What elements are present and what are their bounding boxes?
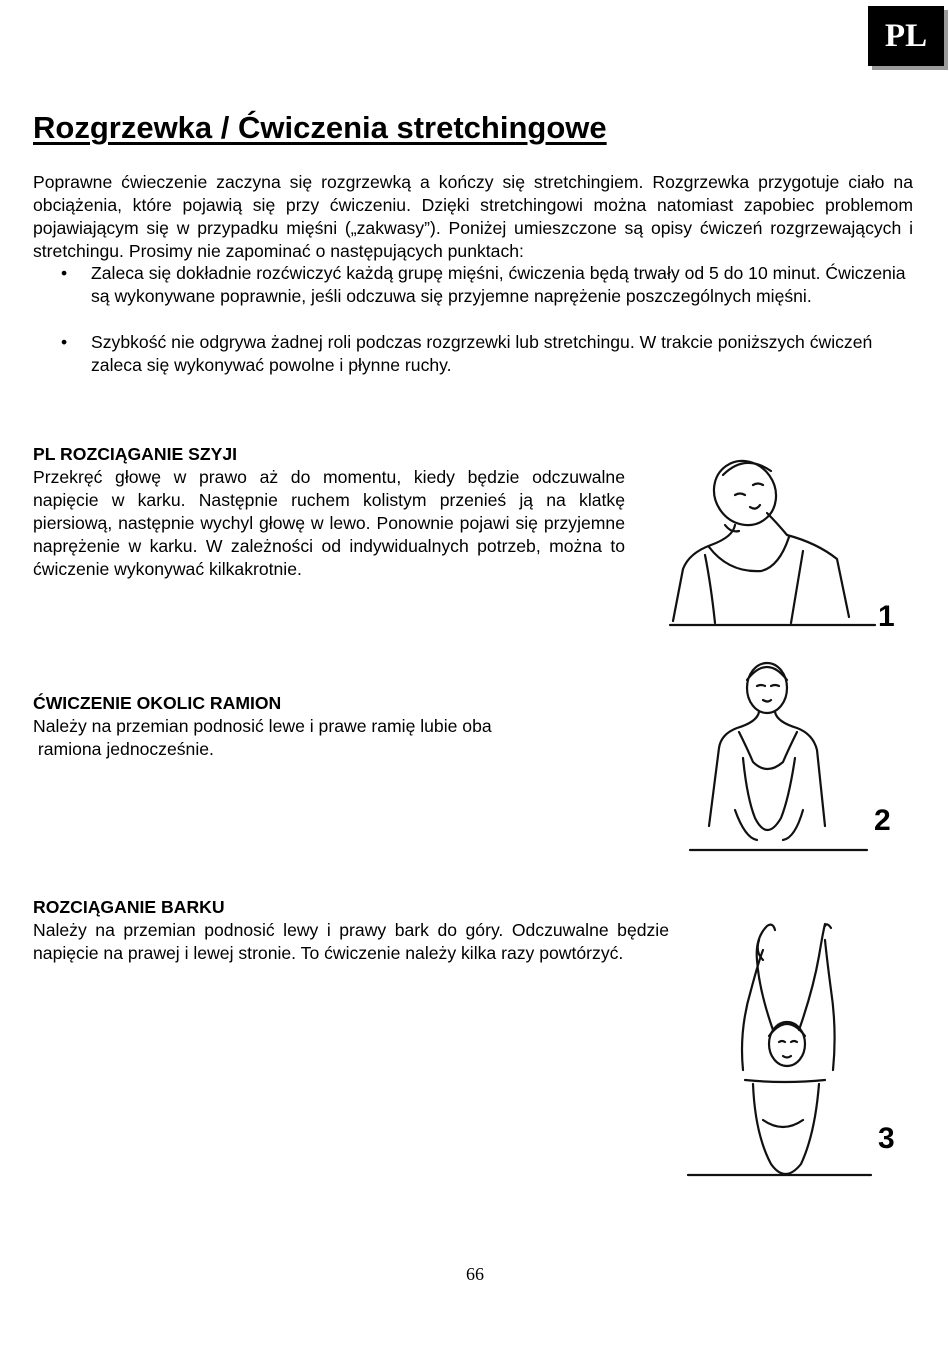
figure-number-2: 2 [874, 804, 891, 837]
intro-paragraph: Poprawne ćwieczenie zaczyna się rozgrzewką a kończy się stretchingiem. Rozgrzewka przygotuje ciało na obciążenia, które pojawią się przy ćwiczeniu. Dzięki stretchingowi można natomiast zapobiec problemom pojawiającym się w przypadku mięśni („zakwasy”). Poniżej umieszczone są opisy ćwiczeń rozgrzewających i stretchingu. Prosimy nie zapominać o następujących punktach: [33, 172, 913, 261]
text-line: ramiona jednocześnie. [33, 739, 214, 759]
section-heading-shoulders: ĆWICZENIE OKOLIC RAMION [33, 693, 282, 713]
bullet-icon: • [61, 332, 68, 352]
neck-stretch-illustration [665, 455, 880, 630]
bullet-item [33, 262, 913, 308]
section-text-shoulder-blade: Należy na przemian podnosić lewy i prawy bark do góry. Odczuwalne będzie napięcie na prawej i lewej stronie. To ćwiczenie należy kilka razy powtórzyć. [33, 920, 669, 963]
bullet-item [33, 331, 913, 377]
bullet-text: Zaleca się dokładnie rozćwiczyć każdą grupę mięśni, ćwiczenia będą trwały od 5 do 10 minut. Ćwiczenia są wykonywane poprawnie, jeśli odczuwa się przyjemne naprężenie poszczególnych mięśni. [91, 263, 906, 306]
language-badge: PL [868, 6, 944, 66]
section-heading-shoulder-blade: ROZCIĄGANIE BARKU [33, 897, 225, 917]
section-heading-neck: PL ROZCIĄGANIE SZYJI [33, 444, 237, 464]
shoulder-exercise-illustration [685, 660, 870, 855]
page-title: Rozgrzewka / Ćwiczenia stretchingowe [33, 110, 607, 145]
shoulder-blade-stretch-illustration [683, 920, 873, 1182]
figure-number-3: 3 [878, 1122, 895, 1155]
bullet-text: Szybkość nie odgrywa żadnej roli podczas rozgrzewki lub stretchingu. W trakcie poniższych ćwiczeń zaleca się wykonywać powolne i płynne ruchy. [91, 332, 873, 375]
bullet-list [33, 262, 913, 377]
section-text-neck: Przekręć głowę w prawo aż do momentu, kiedy będzie odczuwalne napięcie w karku. Następnie ruchem kolistym przenieś ją na klatkę piersiową, następnie wychyl głowę w lewo. Ponownie pojawi się przyjemne naprężenie w karku. W zależności od indywidualnych potrzeb, można to ćwiczenie wykonywać kilkakrotnie. [33, 467, 625, 579]
page-number: 66 [466, 1264, 484, 1284]
text-line: Należy na przemian podnosić lewe i prawe ramię lubie oba [33, 716, 492, 736]
section-text-shoulders [33, 715, 593, 761]
figure-number-1: 1 [878, 600, 895, 633]
bullet-icon: • [61, 263, 68, 283]
